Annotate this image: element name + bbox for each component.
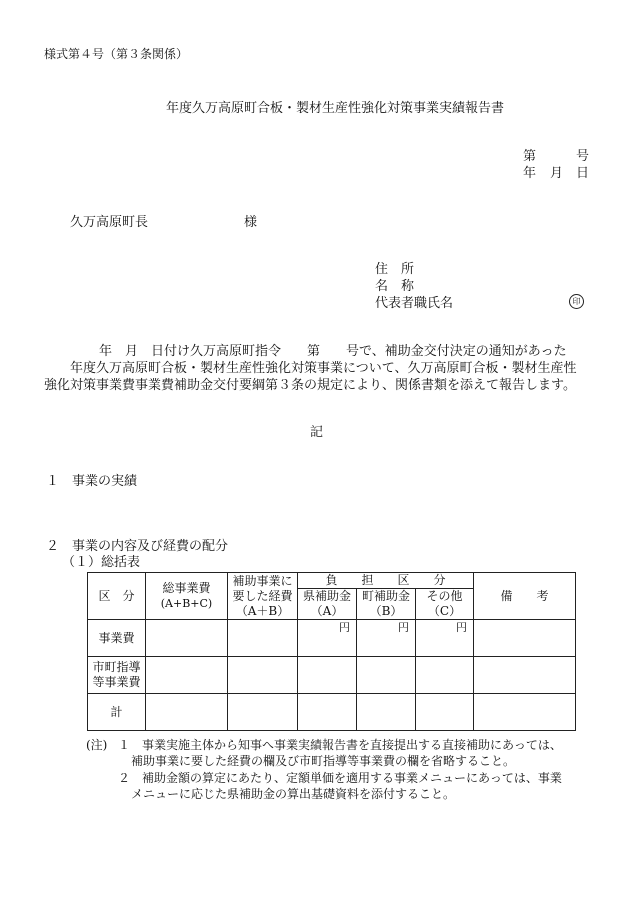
row-label-town: 市町指導 等事業費 — [88, 657, 146, 694]
cell-total — [146, 657, 228, 694]
date-month: 月 — [550, 166, 564, 181]
section-2-heading: ２ 事業の内容及び経費の配分 — [46, 539, 229, 554]
note-1-line-1: 事業実施主体から知事へ事業実績報告書を直接提出する直接補助にあっては、 — [142, 738, 562, 752]
body-line-2: 年度久万高原町合板・製材生産性強化対策事業について、久万高原町合板・製材生産性 — [70, 361, 577, 376]
notes-prefix: (注) — [86, 738, 108, 752]
cell-subsidized — [228, 657, 298, 694]
address-label: 住 所 — [375, 262, 415, 277]
body-line-3: 強化対策事業費事業費補助金交付要綱第３条の規定により、関係書類を添えて報告します。 — [44, 378, 576, 393]
header-burden-division: 負 担 区 分 — [298, 573, 474, 589]
note-2-line-1: 補助金額の算定にあたり、定額単価を適用する事業メニューにあっては、事業 — [142, 771, 562, 785]
header-remarks: 備 考 — [474, 573, 576, 620]
cell-other — [416, 694, 474, 731]
table-row-total — [88, 694, 576, 731]
cell-total — [146, 694, 228, 731]
note-1-line-2: 補助事業に要した経費の欄及び市町指導等事業費の欄を省略すること。 — [131, 754, 516, 768]
date-year: 年 — [523, 166, 537, 181]
addressee-honorific: 様 — [244, 215, 258, 230]
cell-remarks — [474, 657, 576, 694]
table-row-town — [88, 657, 576, 694]
header-pref-subsidy: 県補助金 （A） — [298, 589, 357, 620]
ki-heading: 記 — [310, 425, 324, 440]
cell-town — [357, 657, 416, 694]
section-1-heading: １ 事業の実績 — [46, 474, 138, 489]
document-title: 年度久万高原町合板・製材生産性強化対策事業実績報告書 — [166, 101, 505, 116]
cell-other-yen: 円 — [416, 620, 474, 657]
name-label: 名 称 — [375, 279, 415, 294]
body-line-1: 年 月 日付け久万高原町指令 第 号で、補助金交付決定の通知があった — [99, 344, 567, 359]
row-label-total: 計 — [88, 694, 146, 731]
doc-number-go: 号 — [576, 149, 590, 164]
summary-table-heading: （１）総括表 — [62, 555, 141, 570]
cell-remarks — [474, 620, 576, 657]
representative-label: 代表者職氏名 — [375, 296, 454, 311]
cell-subsidized — [228, 620, 298, 657]
cell-town — [357, 694, 416, 731]
header-kubun: 区 分 — [88, 573, 146, 620]
cell-town-yen: 円 — [357, 620, 416, 657]
table-row-jigyohi — [88, 620, 576, 657]
cell-subsidized — [228, 694, 298, 731]
cell-total — [146, 620, 228, 657]
seal-mark: 印 — [569, 294, 584, 309]
cell-pref-yen: 円 — [298, 620, 357, 657]
cell-other — [416, 657, 474, 694]
note-2-number: ２ — [118, 771, 131, 785]
header-total-cost: 総事業費 (A+B+C) — [146, 573, 228, 620]
doc-number-dai: 第 — [523, 149, 537, 164]
cell-pref — [298, 657, 357, 694]
form-label: 様式第４号（第３条関係） — [44, 47, 189, 61]
note-2-line-2: メニューに応じた県補助金の算出基礎資料を添付すること。 — [131, 787, 456, 801]
header-subsidized-cost: 補助事業に 要した経費 （A＋B） — [228, 573, 298, 620]
header-other: その他 （C） — [416, 589, 474, 620]
row-label-jigyohi: 事業費 — [88, 620, 146, 657]
cell-remarks — [474, 694, 576, 731]
cell-pref — [298, 694, 357, 731]
header-town-subsidy: 町補助金 （B） — [357, 589, 416, 620]
summary-table — [87, 572, 576, 731]
date-day: 日 — [576, 166, 590, 181]
note-1-number: １ — [118, 738, 131, 752]
addressee-name: 久万高原町長 — [70, 215, 149, 230]
